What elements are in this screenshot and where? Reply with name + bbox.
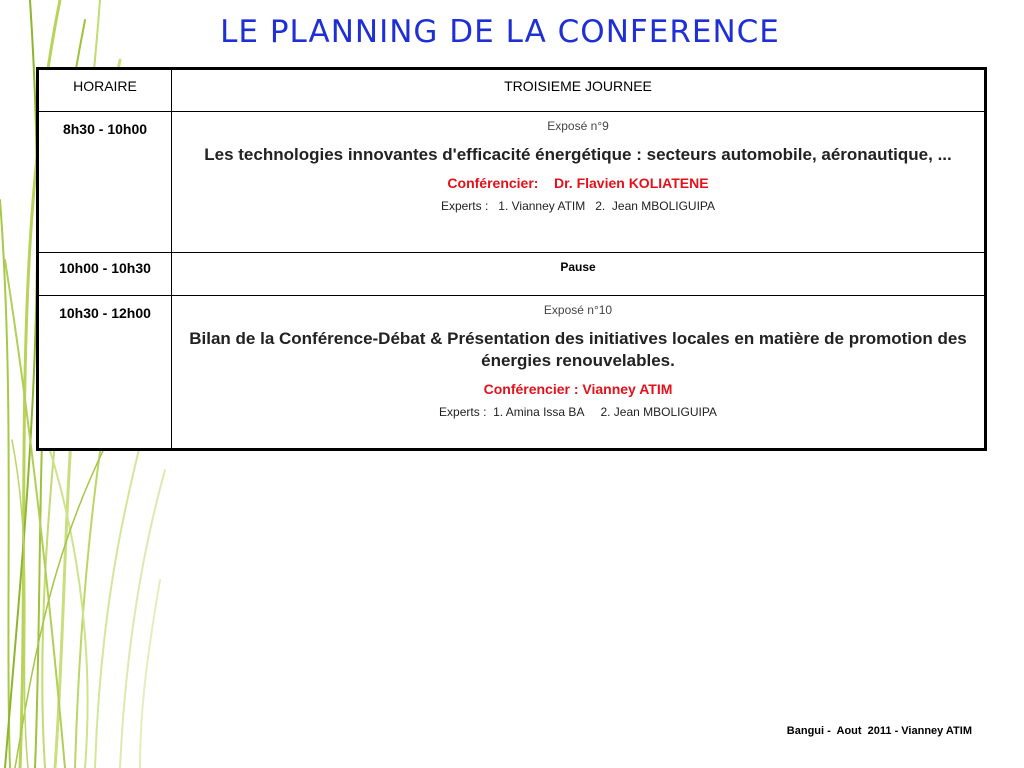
schedule-table (36, 67, 987, 451)
pause-cell (172, 253, 986, 296)
header-time-label: HORAIRE (73, 78, 137, 94)
talk-title: Bilan de la Conférence-Débat & Présentation des initiatives locales en matière de promotion des énergies renouvelables. (189, 329, 967, 370)
speaker: Conférencier: Dr. Flavien KOLIATENE (447, 175, 709, 191)
session-cell (172, 296, 986, 450)
header-time (38, 69, 172, 112)
table-header-row (38, 69, 986, 112)
header-day-label: TROISIEME JOURNEE (504, 78, 652, 94)
table-row (38, 253, 986, 296)
footer-credit: Bangui - Aout 2011 - Vianney ATIM (786, 725, 972, 737)
page-title: LE PLANNING DE LA CONFERENCE (220, 14, 780, 50)
time-cell: 8h30 - 10h00 (38, 112, 172, 253)
pause-label: Pause (560, 260, 596, 274)
table-row (38, 296, 986, 450)
time-cell: 10h30 - 12h00 (38, 296, 172, 450)
talk-title: Les technologies innovantes d'efficacité énergétique : secteurs automobile, aéronautique, ... (204, 145, 952, 164)
time-cell: 10h00 - 10h30 (38, 253, 172, 296)
expose-number: Exposé n°10 (543, 303, 613, 317)
speaker: Conférencier : Vianney ATIM (483, 381, 673, 397)
header-day (172, 69, 986, 112)
experts: Experts : 1. Amina Issa BA 2. Jean MBOLIGUIPA (439, 405, 717, 419)
table-row (38, 112, 986, 253)
expose-number: Exposé n°9 (547, 119, 609, 133)
session-cell (172, 112, 986, 253)
experts: Experts : 1. Vianney ATIM 2. Jean MBOLIGUIPA (440, 199, 716, 213)
